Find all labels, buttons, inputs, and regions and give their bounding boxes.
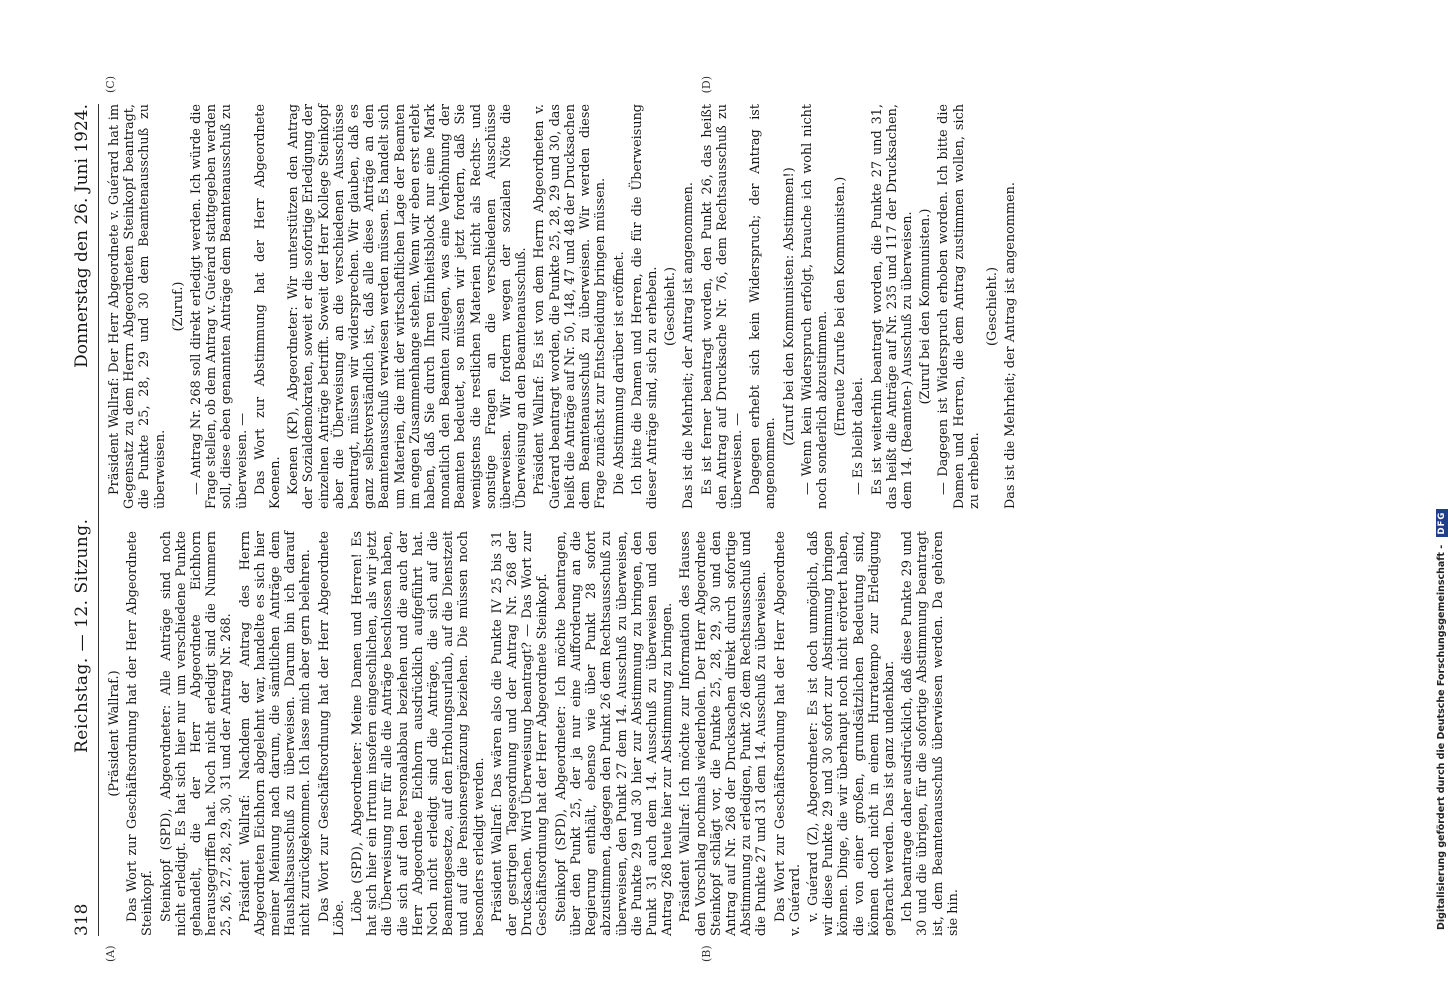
paragraph: Ich beantrage daher ausdrücklich, daß diese Punkte 29 und 30 und die übrigen, für die sofortige Abstimmung beantragt ist, dem Beamtenausschuß überwiesen werden. Da gehören sie hin. xyxy=(900,531,961,936)
paragraph: Präsident Wallraf: Das wären also die Punkte IV 25 bis 31 der gestrigen Tagesordnung und der Antrag Nr. 268 der Drucksachen. Wird Überweisung beantragt? — Das Wort zur Geschäftsordnung hat der Herr Abgeordnete Steinkopf. xyxy=(489,531,551,936)
interjection: (Erneute Zurufe bei den Kommunisten.) xyxy=(833,176,849,437)
paragraph: — Antrag Nr. 268 soll direkt erledigt werden. Ich würde die Frage stellen, ob dem Antrag v. Guérard stattgegeben werden soll, diese eben genannten Anträge dem Beamtenausschuß zu überweisen. — xyxy=(189,104,250,509)
margin-mark-c: (C) xyxy=(104,76,117,93)
interjection: (Zuruf bei den Kommunisten: Abstimmen!) xyxy=(781,167,797,446)
margin-mark-b: (B) xyxy=(700,945,713,962)
paragraph: Präsident Wallraf: Nachdem der Antrag des Herrn Abgeordneten Eichhorn abgelehnt war, handelte es sich hier meiner Meinung nach darum, die sämtlichen Anträge dem Haushaltsausschuß zu überweisen. Darum bin ich darauf nicht zurückgekommen. Ich lasse mich aber gern belehren. xyxy=(237,531,314,936)
paragraph: — Dagegen ist Widerspruch erhoben worden. Ich bitte die Damen und Herren, die dem Antrag zustimmen wollen, sich zu erheben. xyxy=(936,104,982,509)
page-number: 318 xyxy=(72,903,92,936)
margin-mark-a: (A) xyxy=(104,945,117,962)
paragraph: Dagegen erhebt sich kein Widerspruch; der Antrag ist angenommen. xyxy=(748,104,779,509)
paragraph: — Es bleibt dabei. xyxy=(851,377,867,495)
paragraph: Präsident Wallraf: Es ist von dem Herrn Abgeordneten v. Guérard beantragt worden, die Punkte 25, 28, 29 und 30, das heißt die Anträge auf Nr. 50, 148, 47 und 48 der Drucksachen dem Beamtenausschuß zu überweisen. Wir werden diese Frage zunächst zur Entscheidung bringen müssen. xyxy=(532,104,609,509)
session-date: Donnerstag den 26. Juni 1924. xyxy=(72,104,92,368)
paragraph: (Präsident Wallraf.) xyxy=(107,670,122,797)
paragraph: — Wenn kein Widerspruch erfolgt, brauche ich wohl nicht noch sonderlich abzustimmen. xyxy=(799,104,830,509)
paragraph: v. Guérard (Z), Abgeordneter: Es ist doch unmöglich, daß wir diese Punkte 29 und 30 sofort zur Abstimmung bringen können. Dinge, die wir überhaupt noch nicht erörtert haben, die von einer großen, grundsätzlichen Bedeutung sind, können doch nicht in einem Hurratempo zur Erledigung gebracht werden. Das ist ganz undenkbar. xyxy=(805,531,897,936)
paragraph: Präsident Wallraf: Ich möchte zur Information des Hauses den Vorschlag nochmals wiederholen. Der Herr Abgeordnete Steinkopf schlägt vor, die Punkte 25, 28, 29, 30 und den Antrag auf Nr. 268 der Drucksachen direkt durch sofortige Abstimmung zu erledigen, Punkt 26 dem Rechtsausschuß und die Punkte 27 und 31 dem 14. Ausschuß zu überweisen. xyxy=(678,531,770,936)
interjection: (Geschieht.) xyxy=(984,267,1000,346)
paragraph: Löbe (SPD), Abgeordneter: Meine Damen und Herren! Es hat sich hier ein Irrtum insofern eingeschlichen, als wir jetzt die Überweisung nur für alle die Anträge beschlossen haben, die sich auf den Personalabbau beziehen und die auch der Herr Abgeordnete Eichhorn ausdrücklich aufgeführt hat. Noch nicht erledigt sind die Anträge, die sich auf die Beamtengesetze, auf den Erholungsurlaub, auf die Dienstzeit und auf die Pensionsergänzung beziehen. Die müssen noch besonders erledigt werden. xyxy=(350,531,487,936)
page-header xyxy=(66,104,99,936)
text-columns xyxy=(107,104,1021,936)
paragraph: Koenen (KP), Abgeordneter: Wir unterstützen den Antrag der Sozialdemokraten, soweit er die sofortige Erledigung der einzelnen Anträge betrifft. Soweit der Herr Kollege Steinkopf aber die Überweisung an die verschiedenen Ausschüsse beantragt, müssen wir widersprechen. Wir glauben, daß es ganz selbstverständlich ist, daß alle diese Anträge an den Beamtenausschuß verwiesen werden müssen. Es handelt sich um Materien, die mit der wirtschaftlichen Lage der Beamten im engen Zusammenhange stehen. Wenn wir eben erst erlebt haben, daß Sie durch Ihren Einheitsblock nur eine Mark monatlich den Beamten zulegen, was eine Verhöhnung der Beamten bedeutet, so müssen wir jetzt fordern, daß Sie wenigstens die restlichen Materien nicht als Rechts- und sonstige Fragen an die verschiedenen Ausschüsse überweisen. Wir fordern wegen der sozialen Nöte die Überweisung an den Beamtenausschuß. xyxy=(286,104,530,509)
paragraph: Das Wort zur Abstimmung hat der Herr Abgeordnete Koenen. xyxy=(252,104,284,509)
paragraph: Das Wort zur Geschäftsordnung hat der Herr Abgeordnete Steinkopf. xyxy=(125,531,156,936)
paragraph: Steinkopf (SPD), Abgeordneter: Ich möchte beantragen, über den Punkt 25, der ja nur eine Aufforderung an die Regierung enthält, ebenso wie über Punkt 28 sofort abzustimmen, dagegen den Punkt 26 dem Rechtsausschuß zu überweisen, den Punkt 27 dem 14. Ausschuß zu überweisen, die Punkte 29 und 30 hier zur Abstimmung zu bringen, den Punkt 31 auch dem 14. Ausschuß zu überweisen und den Antrag 268 heute hier zur Abstimmung zu bringen. xyxy=(553,531,676,936)
interjection: (Zuruf.) xyxy=(170,281,186,332)
left-column xyxy=(107,531,1021,936)
digitization-note xyxy=(1436,509,1448,930)
document-page xyxy=(60,76,1340,962)
paragraph: Die Abstimmung darüber ist eröffnet. xyxy=(611,251,627,495)
session-title: Reichstag. — 12. Sitzung. xyxy=(72,518,92,753)
digitization-text: Digitalisierung gefördert durch die Deutsche Forschungsgemeinschaft - xyxy=(1436,544,1447,930)
right-column xyxy=(107,104,1021,509)
paragraph: Präsident Wallraf: Der Herr Abgeordnete v. Guérard hat im Gegensatz zu dem Herrn Abgeordneten Steinkopf beantragt, die Punkte 25, 28, 29 und 30 dem Beamtenausschuß zu überweisen. xyxy=(107,104,168,509)
interjection: (Geschieht.) xyxy=(663,267,679,346)
paragraph: Das ist die Mehrheit; der Antrag ist angenommen. xyxy=(681,182,697,509)
margin-mark-d: (D) xyxy=(700,76,713,94)
paragraph: Es ist ferner beantragt worden, den Punkt 26, das heißt den Antrag auf Drucksache Nr. 76, dem Rechtsausschuß zu überweisen. — xyxy=(699,104,745,509)
paragraph: Das Wort zur Geschäftsordnung hat der Herr Abgeordnete v. Guérard. xyxy=(772,531,803,936)
paragraph: Das ist die Mehrheit; der Antrag ist angenommen. xyxy=(1003,182,1019,509)
paragraph: Steinkopf (SPD), Abgeordneter: Alle Anträge sind noch nicht erledigt. Es hat sich hier nur um verschiedene Punkte gehandelt, die der Herr Abgeordnete Eichhorn herausgegriffen hat. Noch nicht erledigt sind die Nummern 25, 26, 27, 28, 29, 30, 31 und der Antrag Nr. 268. xyxy=(158,531,235,936)
interjection: (Zuruf bei den Kommunisten.) xyxy=(918,208,934,405)
paragraph: Das Wort zur Geschäftsordnung hat der Herr Abgeordnete Löbe. xyxy=(316,531,347,936)
dfg-logo: DFG xyxy=(1436,509,1448,538)
paragraph: Es ist weiterhin beantragt worden, die Punkte 27 und 31, das heißt die Anträge auf Nr. 235 und 117 der Drucksachen, dem 14. (Beamten-) Ausschuß zu überweisen. xyxy=(869,104,915,509)
paragraph: Ich bitte die Damen und Herren, die für die Überweisung dieser Anträge sind, sich zu erheben. xyxy=(629,104,660,509)
